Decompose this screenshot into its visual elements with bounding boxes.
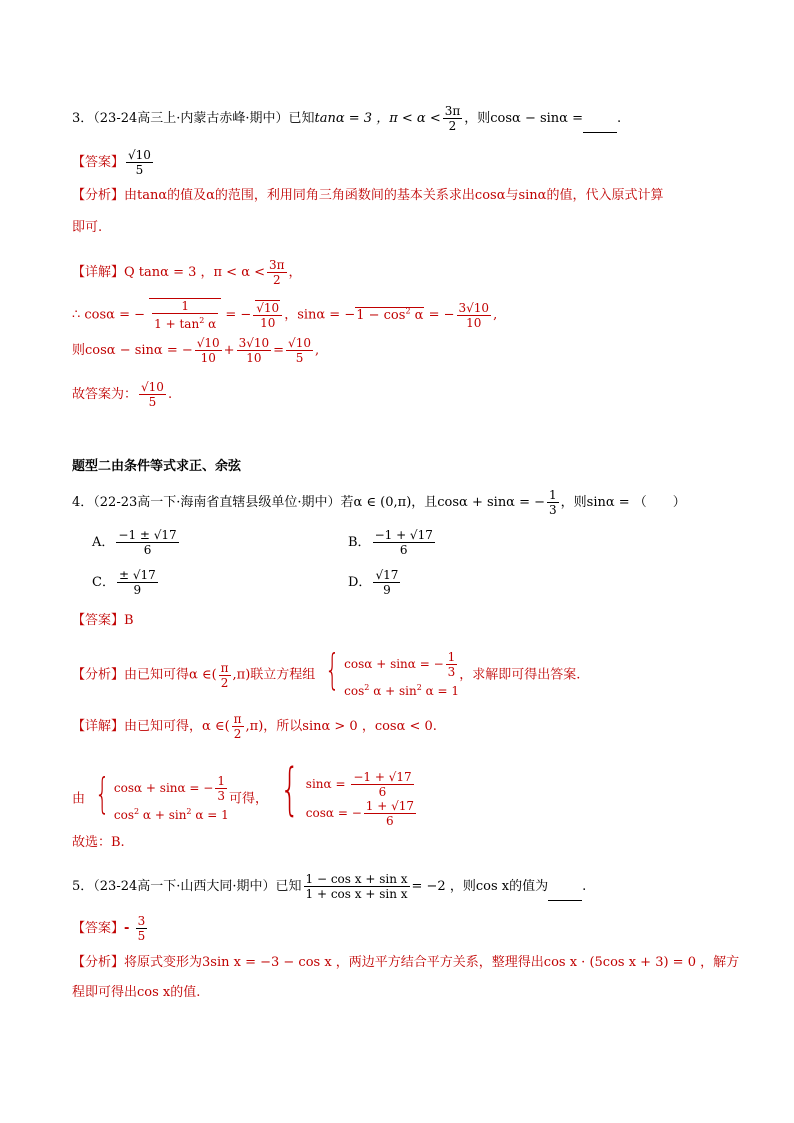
- q5-answer: 【答案】- $\frac{3}{5}$: [72, 914, 146, 943]
- document-page: 3．（23-24高三上·内蒙古赤峰·期中）已知tanα = 3 ，π < α < $\frac{3\pi}{2}$ ，则cosα − sinα = . 【答案】 $\frac{√10}{5}$ 【分析】由tanα的值及α的范围，利用同角三角函数间的基本关系求出cosα与sinα的值，代入原式计算 即可. 【详解】Q tanα = 3 ，π < α < $\frac{3\pi}{2}$ ， ∴ cosα = − $\frac{1}{1 + \tan^2 \alpha}$ = − $\frac{√10}{10}$ ，$\sin\alpha = -1 - \cos^2 \alpha$ = − $\frac{3√10}{10}$ , 则cosα − sinα = − $\frac{√10}{10}$ + $\frac{3√10}{10}$ = $\frac{√10}{5}$ , 故答案为： $\frac{√10}{5}$ . 题型二由条件等式求正、余弦 4．（22-23高一下·海南省直辖县级单位·期中）若α ∈ (0,π)，且cosα + sinα = − $\frac{1}{3}$ ，则sinα = （ ） A． $\frac{-1 \pm √17}{6}$ B． $\frac{-1 + √17}{6}$ C． $\frac{\pm √17}{9}$ D． $\frac{√17}{9}$ 【答案】B 【分析】由已知可得α ∈( $\frac{\pi}{2}$ ,π)联立方程组 { cosα + sinα = − $\frac{1}{3}$ $\cos^2 \alpha + \sin^2 \alpha = 1$ ，求解即可得出答案. 【详解】由已知可得，α ∈( $\frac{\pi}{2}$ ,π)，所以sinα > 0 ，cosα < 0. 由 { cosα + sinα = − $\frac{1}{3}$ $\cos^2 \alpha + \sin^2 \alpha = 1$ 可得， { sinα = $\frac{-1 + √17}{6}$ cosα = − $\frac{1 + √17}{6}$ 故选：B. 5．（23-24高一下·山西大同·期中）已知 $\frac{\text{1 − cos x + sin x}}{\text{1 + cos x + sin x}}$ = −2 ，则cos x的值为 . 【答案】- $\frac{3}{5}$ 【分析】将原式变形为3sin x = −3 − cos x ，两边平方结合平方关系，整理得出cos x · (5cos x + 3) = 0 ，解方 程即可得出cos x的值.: [72, 104, 740, 1000]
- q4-stem: 4．（22-23高一下·海南省直辖县级单位·期中）若α ∈ (0,π)，且cosα + sinα = − $\frac{1}{3}$ ，则sinα = （ ）: [72, 488, 686, 517]
- q3-analysis: 【分析】由tanα的值及α的范围，利用同角三角函数间的基本关系求出cosα与sinα的值，代入原式计算: [72, 188, 664, 203]
- q3-detail: 【详解】Q tanα = 3 ，π < α < $\frac{3\pi}{2}$ ，: [72, 258, 302, 287]
- q3-conclusion: 故答案为： $\frac{√10}{5}$ .: [72, 380, 173, 409]
- option-d[interactable]: D． $\frac{√17}{9}$: [348, 568, 399, 597]
- q5-analysis: 【分析】将原式变形为3sin x = −3 − cos x ，两边平方结合平方关系，整理得出cos x · (5cos x + 3) = 0 ，解方: [72, 955, 740, 970]
- q3-stem: 3．（23-24高三上·内蒙古赤峰·期中）已知tanα = 3 ，π < α < $\frac{3\pi}{2}$ ，则cosα − sinα = .: [72, 104, 622, 133]
- q4-analysis: 【分析】由已知可得α ∈( $\frac{\pi}{2}$ ,π)联立方程组 { cosα + sinα = − $\frac{1}{3}$ $\cos^2 \alpha + \sin^2 \alpha = 1$ ，求解即可得出答案.: [72, 645, 581, 698]
- option-b[interactable]: B． $\frac{-1 + √17}{6}$: [348, 528, 433, 557]
- q4-conclusion: 故选：B.: [72, 835, 125, 850]
- q4-detail: 【详解】由已知可得，α ∈( $\frac{\pi}{2}$ ,π)，所以sinα > 0 ，cosα < 0.: [72, 712, 437, 741]
- option-a[interactable]: A． $\frac{-1 \pm √17}{6}$: [92, 528, 177, 557]
- q5-stem: 5．（23-24高一下·山西大同·期中）已知 $\frac{\text{1 − cos x + sin x}}{\text{1 + cos x + sin x}}$ = −2 ，则cos x的值为 .: [72, 872, 587, 901]
- section-title: 题型二由条件等式求正、余弦: [72, 459, 242, 474]
- q4-answer: 【答案】B: [72, 613, 134, 628]
- answer-blank: [583, 120, 617, 133]
- q3-answer: 【答案】 $\frac{√10}{5}$: [72, 148, 151, 177]
- option-c[interactable]: C． $\frac{\pm √17}{9}$: [92, 568, 156, 597]
